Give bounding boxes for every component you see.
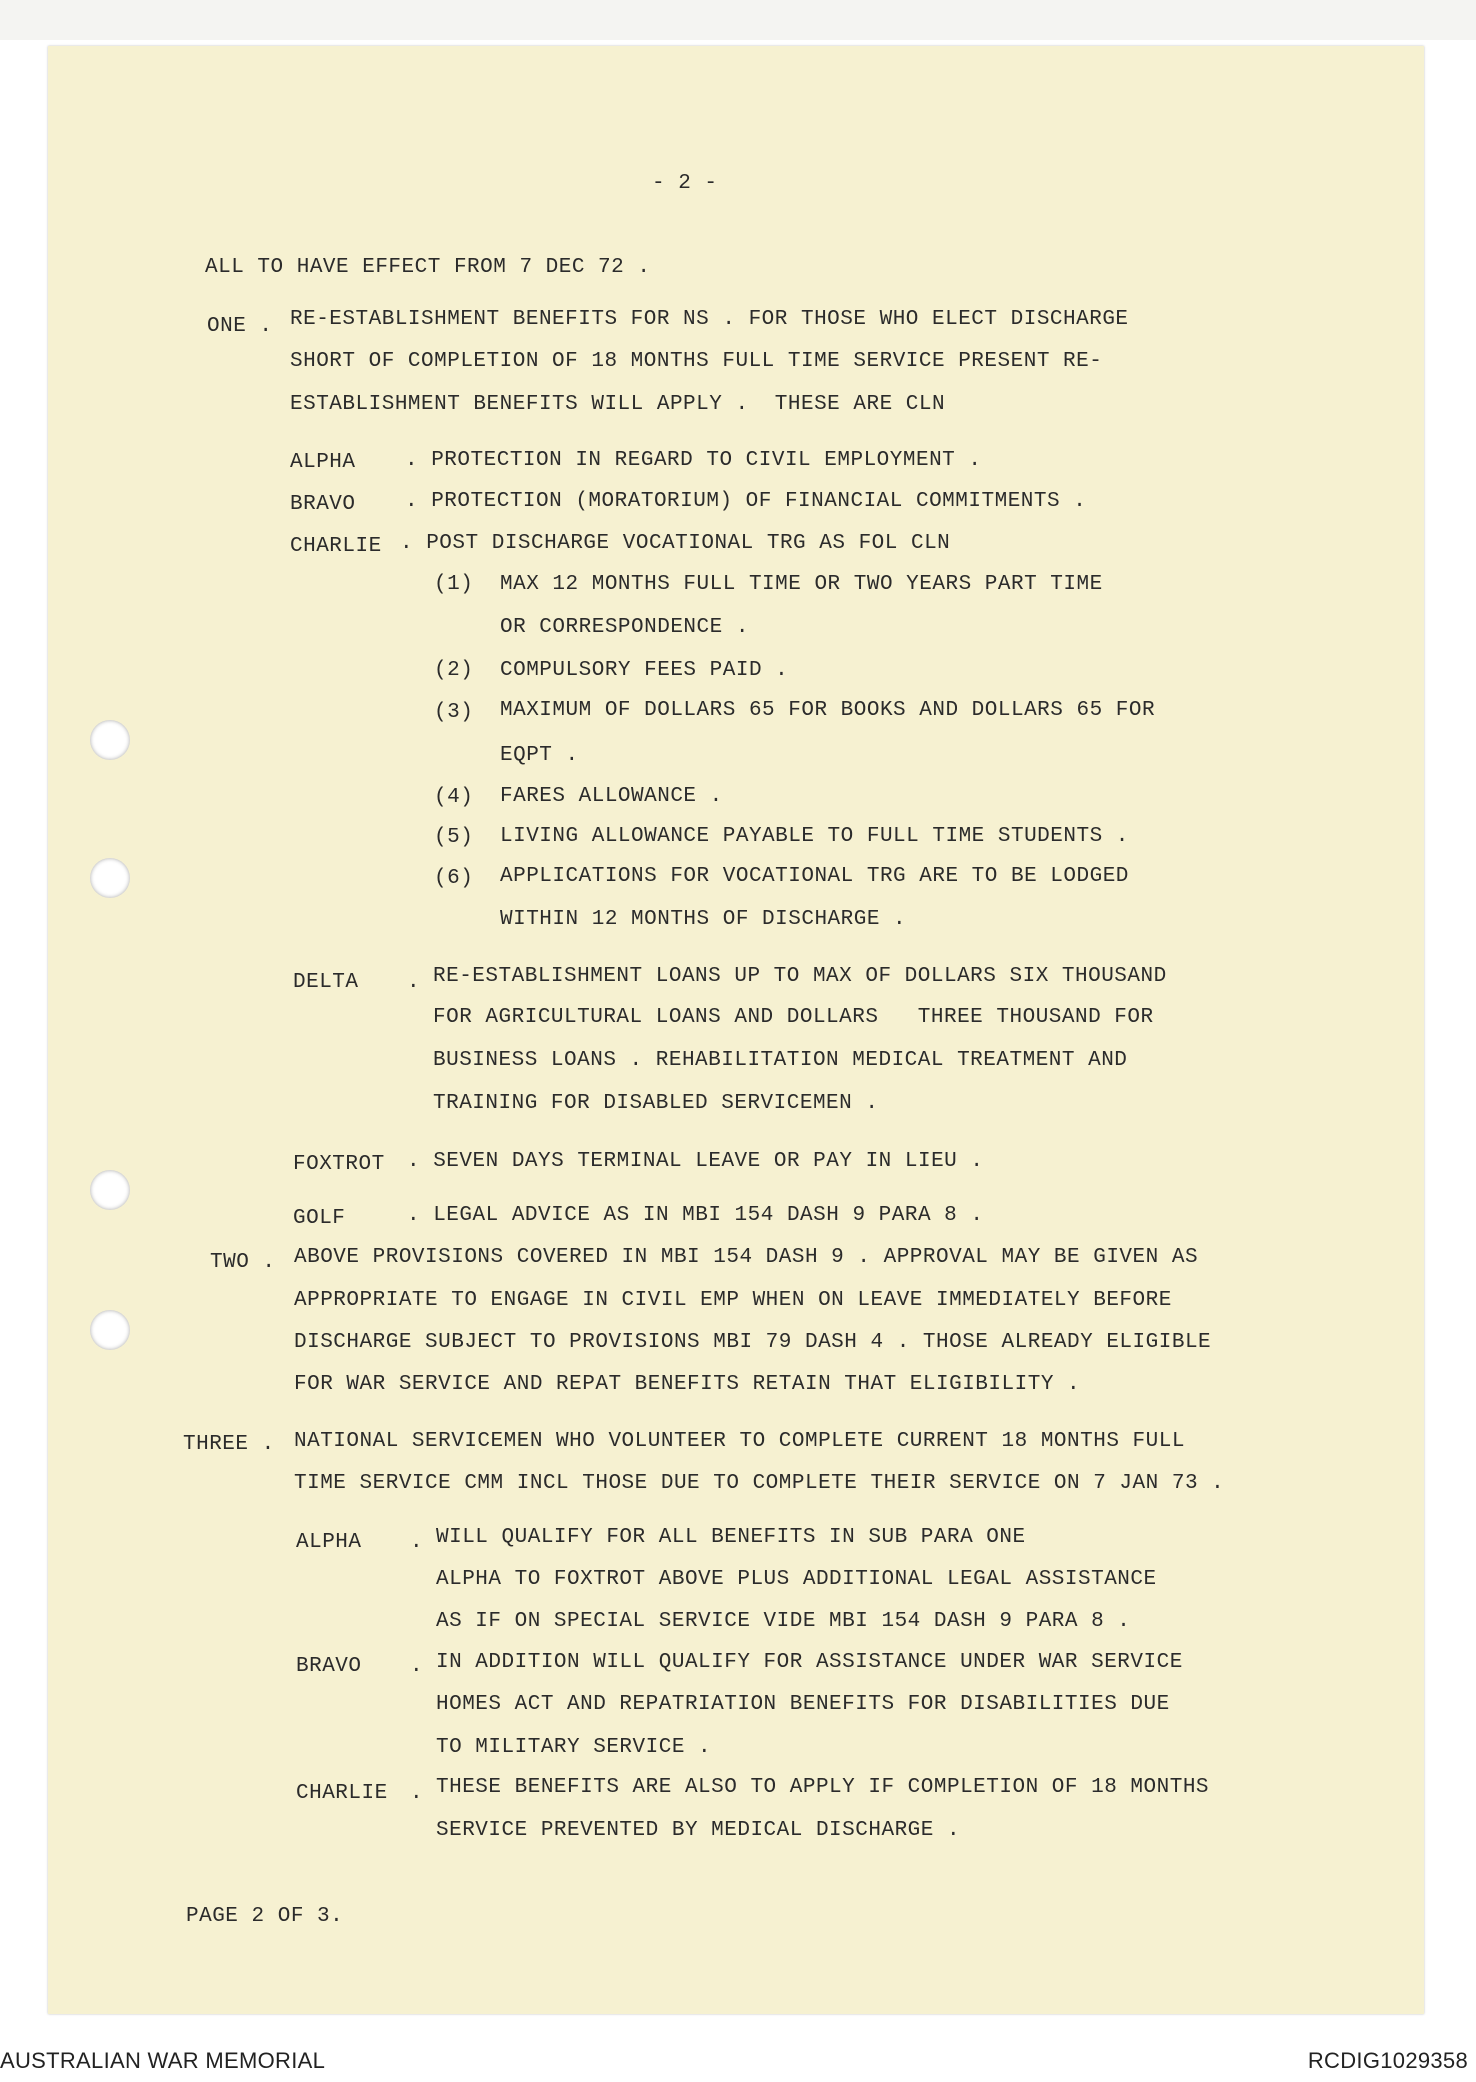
one-alpha-text: . PROTECTION IN REGARD TO CIVIL EMPLOYMENT .	[405, 449, 982, 472]
item-line: COMPULSORY FEES PAID .	[500, 659, 789, 682]
punch-hole-3	[90, 1170, 130, 1210]
one-delta-label: DELTA	[293, 971, 359, 994]
item-line: FARES ALLOWANCE .	[500, 785, 723, 808]
item-number: (3)	[434, 701, 474, 724]
one-delta-line: RE-ESTABLISHMENT LOANS UP TO MAX OF DOLLARS SIX THOUSAND	[433, 965, 1167, 988]
item-line: EQPT .	[500, 744, 579, 767]
one-charlie-text: . POST DISCHARGE VOCATIONAL TRG AS FOL CLN	[400, 532, 951, 555]
para-two-line: DISCHARGE SUBJECT TO PROVISIONS MBI 79 DASH 4 . THOSE ALREADY ELIGIBLE	[294, 1331, 1212, 1354]
item-line: OR CORRESPONDENCE .	[500, 616, 749, 639]
punch-hole-1	[90, 720, 130, 760]
three-charlie-line: SERVICE PREVENTED BY MEDICAL DISCHARGE .	[436, 1819, 961, 1842]
para-two-line: APPROPRIATE TO ENGAGE IN CIVIL EMP WHEN ON LEAVE IMMEDIATELY BEFORE	[294, 1289, 1172, 1312]
one-golf-label: GOLF	[293, 1207, 346, 1230]
para-one-label: ONE .	[207, 315, 273, 338]
three-bravo-dot: .	[410, 1655, 424, 1678]
para-two-line: FOR WAR SERVICE AND REPAT BENEFITS RETAIN THAT ELIGIBILITY .	[294, 1373, 1081, 1396]
item-line: APPLICATIONS FOR VOCATIONAL TRG ARE TO BE LODGED	[500, 865, 1129, 888]
item-number: (5)	[434, 826, 474, 849]
item-line: LIVING ALLOWANCE PAYABLE TO FULL TIME STUDENTS .	[500, 825, 1129, 848]
one-foxtrot-text: . SEVEN DAYS TERMINAL LEAVE OR PAY IN LIEU .	[407, 1150, 984, 1173]
para-one-line: ESTABLISHMENT BENEFITS WILL APPLY . THESE ARE CLN	[290, 393, 946, 416]
para-three-line: TIME SERVICE CMM INCL THOSE DUE TO COMPLETE THEIR SERVICE ON 7 JAN 73 .	[294, 1472, 1225, 1495]
one-delta-line: TRAINING FOR DISABLED SERVICEMEN .	[433, 1092, 879, 1115]
para-three-label: THREE .	[183, 1433, 275, 1456]
one-delta-line: BUSINESS LOANS . REHABILITATION MEDICAL TREATMENT AND	[433, 1049, 1128, 1072]
item-line: MAXIMUM OF DOLLARS 65 FOR BOOKS AND DOLLARS 65 FOR	[500, 699, 1156, 722]
para-two-line: ABOVE PROVISIONS COVERED IN MBI 154 DASH 9 . APPROVAL MAY BE GIVEN AS	[294, 1246, 1199, 1269]
document-page	[48, 46, 1424, 2014]
three-alpha-line: WILL QUALIFY FOR ALL BENEFITS IN SUB PARA ONE	[436, 1526, 1026, 1549]
para-one-line: RE-ESTABLISHMENT BENEFITS FOR NS . FOR THOSE WHO ELECT DISCHARGE	[290, 308, 1129, 331]
effect-line: ALL TO HAVE EFFECT FROM 7 DEC 72 .	[205, 256, 651, 279]
three-charlie-label: CHARLIE	[296, 1782, 388, 1805]
one-charlie-label: CHARLIE	[290, 535, 382, 558]
item-line: MAX 12 MONTHS FULL TIME OR TWO YEARS PART TIME	[500, 573, 1103, 596]
punch-hole-4	[90, 1310, 130, 1350]
one-delta-line: FOR AGRICULTURAL LOANS AND DOLLARS THREE THOUSAND FOR	[433, 1006, 1154, 1029]
one-delta-dot: .	[407, 971, 421, 994]
one-bravo-label: BRAVO	[290, 493, 356, 516]
item-number: (2)	[434, 659, 474, 682]
para-three-line: NATIONAL SERVICEMEN WHO VOLUNTEER TO COMPLETE CURRENT 18 MONTHS FULL	[294, 1430, 1185, 1453]
footer-record-id: RCDIG1029358	[1307, 2048, 1468, 2073]
three-alpha-line: ALPHA TO FOXTROT ABOVE PLUS ADDITIONAL LEGAL ASSISTANCE	[436, 1568, 1157, 1591]
three-bravo-line: HOMES ACT AND REPATRIATION BENEFITS FOR DISABILITIES DUE	[436, 1693, 1170, 1716]
para-two-label: TWO .	[210, 1251, 276, 1274]
one-alpha-label: ALPHA	[290, 451, 356, 474]
page-of-label: PAGE 2 OF 3.	[186, 1905, 344, 1928]
footer-archive-name: AUSTRALIAN WAR MEMORIAL	[0, 2048, 326, 2073]
three-bravo-line: TO MILITARY SERVICE .	[436, 1736, 712, 1759]
one-golf-text: . LEGAL ADVICE AS IN MBI 154 DASH 9 PARA 8 .	[407, 1204, 984, 1227]
three-bravo-line: IN ADDITION WILL QUALIFY FOR ASSISTANCE UNDER WAR SERVICE	[436, 1651, 1183, 1674]
punch-hole-2	[90, 858, 130, 898]
item-line: WITHIN 12 MONTHS OF DISCHARGE .	[500, 908, 907, 931]
three-alpha-label: ALPHA	[296, 1531, 362, 1554]
one-foxtrot-label: FOXTROT	[293, 1153, 385, 1176]
scan-top-border	[0, 0, 1476, 40]
page-number: - 2 -	[652, 172, 718, 195]
one-bravo-text: . PROTECTION (MORATORIUM) OF FINANCIAL COMMITMENTS .	[405, 490, 1087, 513]
three-alpha-dot: .	[410, 1531, 424, 1554]
three-charlie-dot: .	[410, 1782, 424, 1805]
three-bravo-label: BRAVO	[296, 1655, 362, 1678]
three-charlie-line: THESE BENEFITS ARE ALSO TO APPLY IF COMPLETION OF 18 MONTHS	[436, 1776, 1210, 1799]
para-one-line: SHORT OF COMPLETION OF 18 MONTHS FULL TIME SERVICE PRESENT RE-	[290, 350, 1103, 373]
item-number: (1)	[434, 573, 474, 596]
item-number: (6)	[434, 867, 474, 890]
three-alpha-line: AS IF ON SPECIAL SERVICE VIDE MBI 154 DASH 9 PARA 8 .	[436, 1610, 1131, 1633]
item-number: (4)	[434, 786, 474, 809]
